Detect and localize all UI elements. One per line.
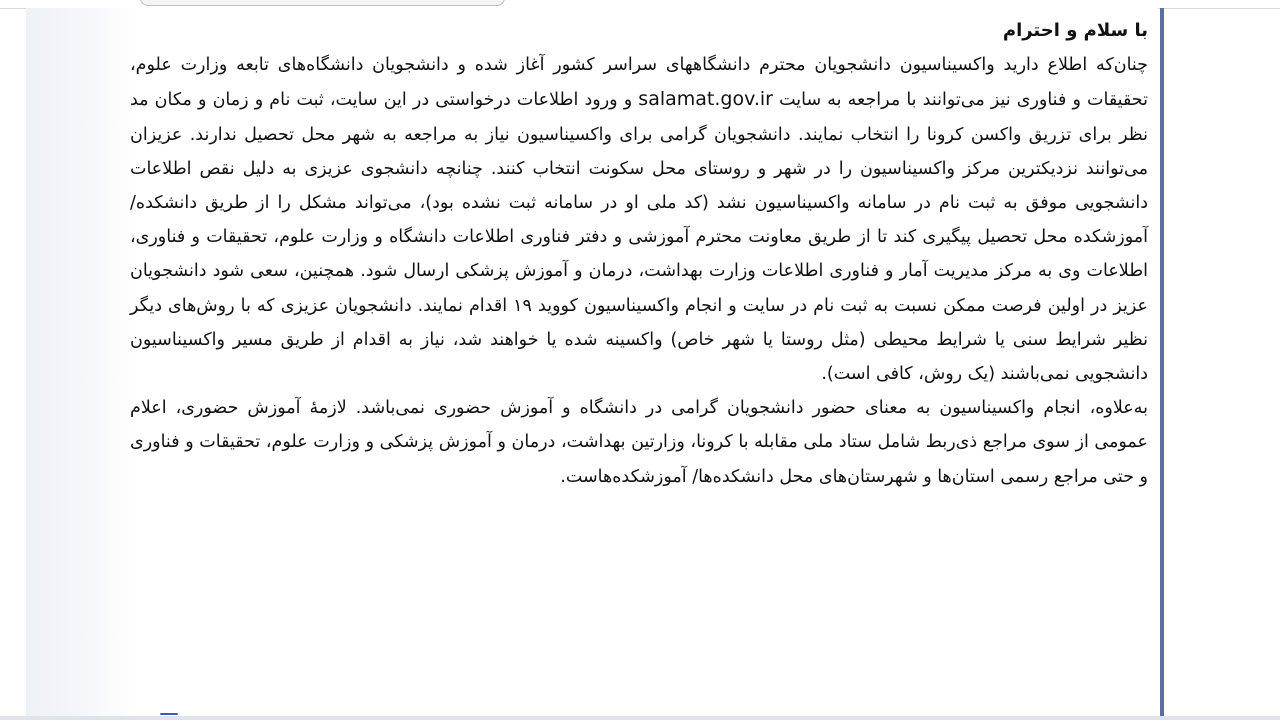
paragraph-second: به‌علاوه، انجام واکسیناسیون به معنای حضور دانشجویان گرامی در دانشگاه و آموزش حضوری نمی‌باشد. لازمهٔ آموزش حضوری، اعلام عمومی از سوی مراجع ذی‌ربط شامل ستاد ملی مقابله با کرونا، وزارتین بهداشت، درمان و آموزش پزشکی و وزارت علوم، تحقیقات و فناوری و حتی مراجع رسمی استان‌ها و شهرستان‌های محل دانشکده‌ها/ آموزشکده‌هاست. <box>130 398 1148 487</box>
bottom-marker <box>160 713 178 715</box>
bottom-status-bar <box>0 716 1280 720</box>
paragraph-main-part1: چنان‌که اطلاع دارید واکسیناسیون دانشجویان محترم دانشگاههای سراسر کشور آغاز شده و دانشجویان دانشگاه‌های تابعه وزارت علوم، تحقیقات و فناوری نیز می‌توانند با مراجعه به سایت <box>130 55 1148 111</box>
document-tab[interactable] <box>140 0 505 6</box>
paragraph-main-part2: و ورود اطلاعات درخواستی در این سایت، ثبت نام و زمان و مکان مد نظر برای تزریق واکسن کرونا را انتخاب نمایند. دانشجویان گرامی برای واکسیناسیون نیاز به مراجعه به شهر محل تحصیل ندارند. عزیزان می‌توانند نزدیکترین مرکز واکسیناسیون را در شهر و روستای محل سکونت انتخاب کنند. چنانچه دانشجوی عزیزی به دلیل نقص اطلاعات دانشجویی موفق به ثبت نام در سامانه واکسیناسیون نشد (کد ملی او در سامانه ثبت نشده بود)، می‌تواند مشکل را از طریق دانشکده/ آموزشکده محل تحصیل پیگیری کند تا از طریق معاونت محترم آموزشی و دفتر فناوری اطلاعات دانشگاه و وزارت علوم، تحقیقات و فناوری، اطلاعات وی به مرکز مدیریت آمار و فناوری اطلاعات وزارت بهداشت، درمان و آموزش پزشکی ارسال شود. همچنین، سعی شود دانشجویان عزیز در اولین فرصت ممکن نسبت به ثبت نام در سایت و انجام واکسیناسیون کووید ۱۹ اقدام نمایند. دانشجویان عزیزی که با روش‌های دیگر نظیر شرایط سنی یا شرایط محیطی (مثل روستا یا شهر خاص) واکسینه شده یا خواهند شد، نیاز به اقدام از طریق مسیر واکسیناسیون دانشجویی نمی‌باشند (یک روش، کافی است). <box>130 90 1148 385</box>
letter-body <box>130 14 1148 494</box>
greeting-heading: با سلام و احترام <box>1002 20 1148 41</box>
right-margin-rule <box>1160 8 1164 716</box>
paragraph-main <box>130 48 1148 391</box>
website-url[interactable]: salamat.gov.ir <box>638 88 773 111</box>
